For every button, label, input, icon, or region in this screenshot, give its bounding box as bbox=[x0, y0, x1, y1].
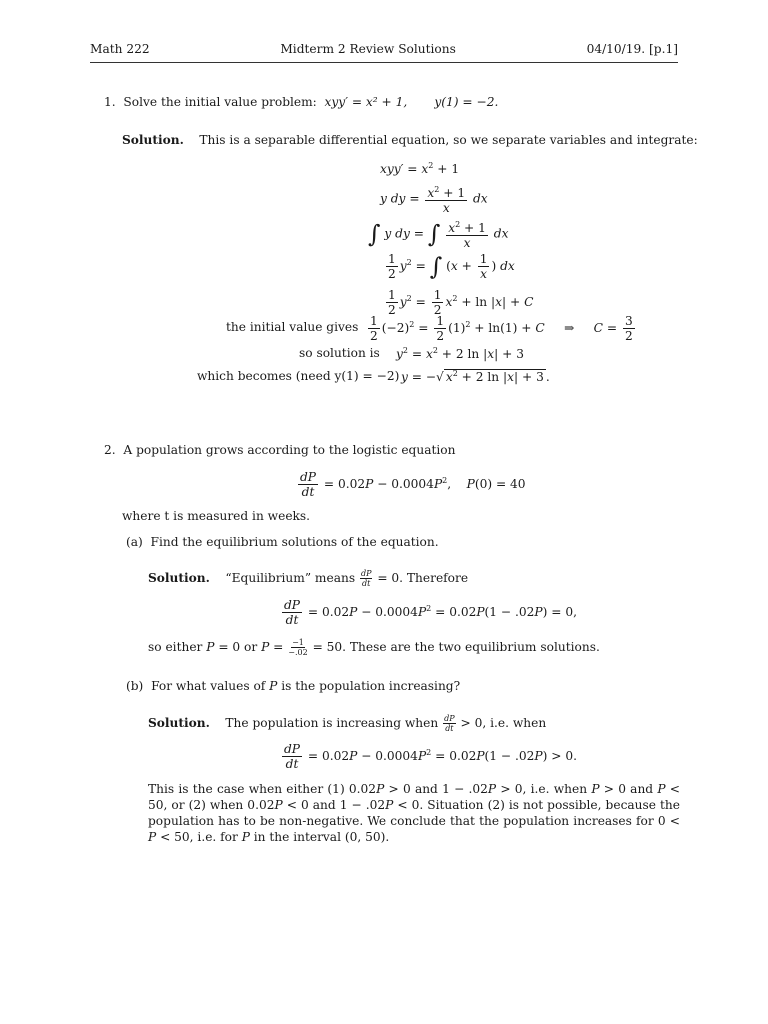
course-name: Math 222 bbox=[90, 42, 150, 56]
problem-text: A population grows according to the logistic equation bbox=[123, 443, 456, 457]
solution-label: Solution. bbox=[122, 133, 184, 147]
initial-value-label: the initial value gives bbox=[226, 320, 359, 334]
solution-label: Solution. bbox=[148, 716, 210, 730]
page-header bbox=[90, 42, 678, 63]
problem-number: 2. bbox=[104, 443, 116, 457]
solution-label: Solution. bbox=[148, 571, 210, 585]
logistic-equation: $\frac{dP}{dt}$ = $0.02P - 0.0004P^2$, P(0) = 40 bbox=[300, 470, 526, 499]
solution-text: This is a separable differential equation, so we separate variables and integrate: bbox=[199, 133, 698, 147]
which-becomes-label: which becomes (need y(1) = −2) bbox=[197, 369, 400, 383]
equation-line-4: $\frac{1}{2}$ $y^2$ = ∫ (x + $\frac{1}{x}$ ) dx bbox=[388, 252, 515, 281]
problem-text: Solve the initial value problem: bbox=[123, 95, 317, 109]
equation-line-1: $xyy' = x^2 + 1$ bbox=[380, 161, 460, 177]
problem-2-statement bbox=[104, 442, 455, 458]
part-a-solution-intro: Solution. “Equilibrium” means $\frac{dP}{dt}$ = 0. Therefore bbox=[148, 569, 469, 588]
equation-line-5: $\frac{1}{2}$ $y^2$ = $\frac{1}{2}$ $x^2 + \ln |x| + C$ bbox=[388, 288, 534, 317]
part-b-solution-intro: Solution. The population is increasing when $\frac{dP}{dt}$ > 0, i.e. when bbox=[148, 714, 547, 733]
equation-line-7: $y^2 = x^2 + 2$ ln |x| + 3 bbox=[396, 346, 524, 362]
page-date: 04/10/19. [p.1] bbox=[586, 42, 678, 56]
equation-line-3: ∫ y dy = ∫ $\frac{x^2 + 1}{x}$ dx bbox=[368, 220, 509, 251]
problem-number: 1. bbox=[104, 95, 116, 109]
part-b-equation: $\frac{dP}{dt}$ = $0.02P - 0.0004P^2 = 0.02P(1 - .02P) > 0$. bbox=[284, 742, 577, 771]
part-a-question bbox=[126, 534, 439, 550]
part-label: (b) bbox=[126, 679, 144, 693]
so-solution-label: so solution is bbox=[299, 346, 380, 360]
part-a-conclusion: so either P = 0 or P = $\frac{-1}{-.02}$ = 50. These are the two equilibrium solutions. bbox=[148, 638, 600, 657]
part-b-question: (b) For what values of P is the population increasing? bbox=[126, 679, 461, 693]
units-note: where t is measured in weeks. bbox=[122, 509, 311, 523]
part-b-paragraph: This is the case when either (1) 0.02P > 0 and 1 − .02P > 0, i.e. when P > 0 and P < 50, or (2) when 0.02P < 0 and 1 − .02P < 0. Situation (2) is not possible, because the population has to be non-negative. We conclude that the population increases for 0 < P < 50, i.e. for P in the interval (0, 50). bbox=[148, 782, 680, 844]
document-title: Midterm 2 Review Solutions bbox=[280, 42, 456, 56]
problem-1-statement bbox=[104, 94, 498, 110]
initial-condition: y(1) = −2. bbox=[434, 95, 499, 109]
part-label: (a) bbox=[126, 535, 143, 549]
problem-equation: xyy′ = x² + 1, bbox=[324, 95, 408, 109]
equation-line-6: $\frac{1}{2}$ $(-2)^2$ = $\frac{1}{2}$ $(1)^2 + \ln(1) + C$ ⇒ C = $\frac{3}{2}$ bbox=[370, 314, 633, 343]
equation-line-2: y dy = $\frac{x^2 + 1}{x}$ dx bbox=[380, 185, 488, 216]
equation-line-8: y = −√ $x^2 + 2$ ln |x| + 3 . bbox=[401, 369, 550, 385]
part-a-equation: $\frac{dP}{dt}$ = $0.02P - 0.0004P^2 = 0.02P(1 - .02P) = 0$, bbox=[284, 598, 577, 627]
part-question: Find the equilibrium solutions of the equation. bbox=[150, 535, 439, 549]
problem-1-solution-intro bbox=[122, 132, 698, 148]
